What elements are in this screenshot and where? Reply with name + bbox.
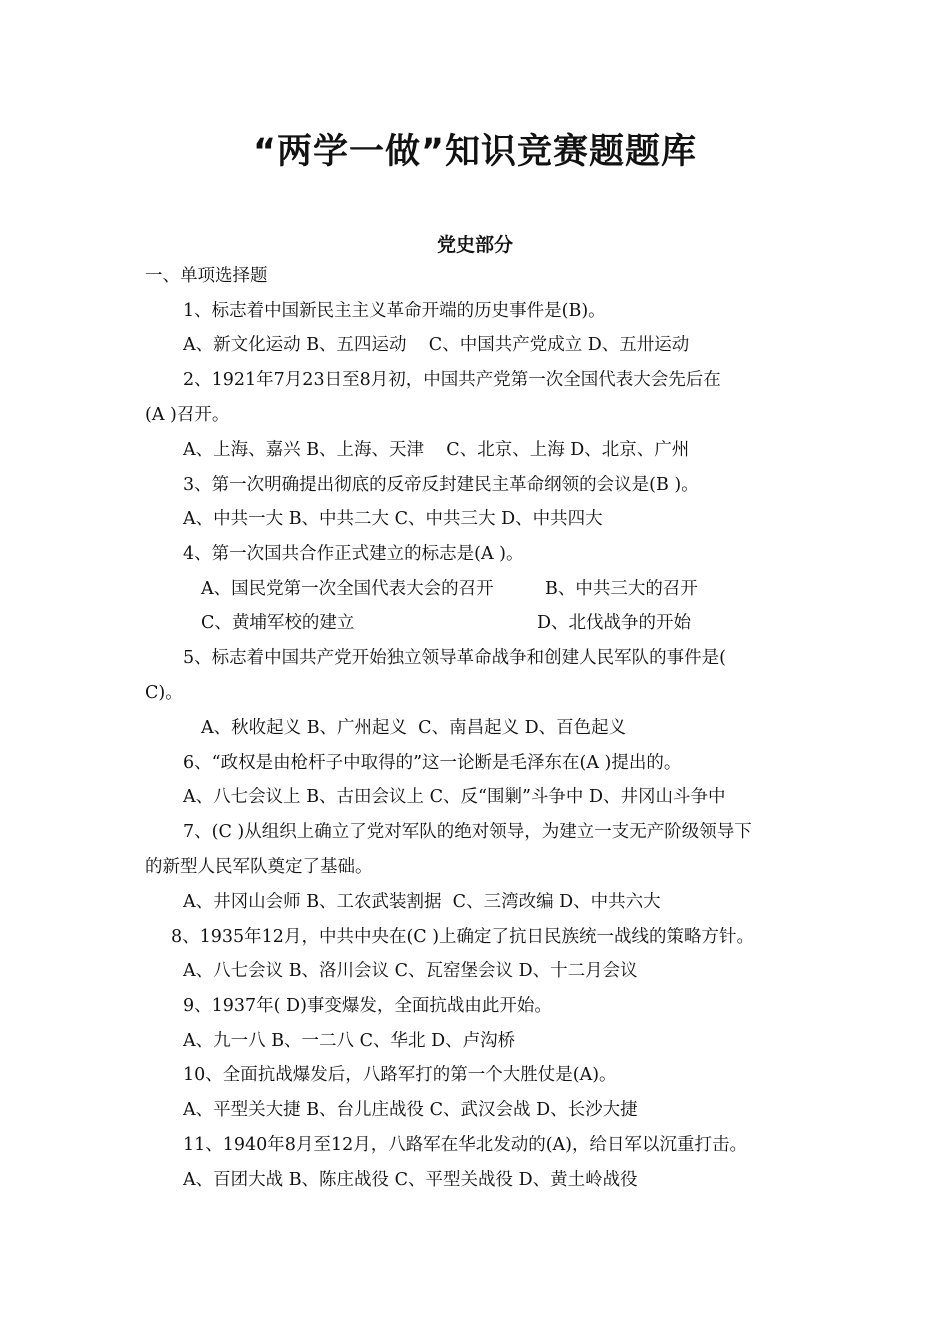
options-8: A、八七会议 B、洛川会议 C、瓦窑堡会议 D、十二月会议	[183, 961, 638, 981]
question-5-cont: C)。	[145, 683, 183, 703]
options-3: A、中共一大 B、中共二大 C、中共三大 D、中共四大	[183, 509, 603, 529]
question-7-cont: 的新型人民军队奠定了基础。	[145, 857, 373, 877]
question-1: 1、标志着中国新民主主义革命开端的历史事件是(B)。	[183, 301, 606, 321]
options-1: A、新文化运动 B、五四运动 C、中国共产党成立 D、五卅运动	[183, 335, 690, 355]
options-11: A、百团大战 B、陈庄战役 C、平型关战役 D、黄土岭战役	[183, 1170, 638, 1190]
option-4a: A、国民党第一次全国代表大会的召开	[201, 579, 494, 599]
question-2-cont: (A )召开。	[145, 405, 230, 425]
question-10: 10、全面抗战爆发后，八路军打的第一个大胜仗是(A)。	[183, 1065, 617, 1085]
section-title: 党史部分	[436, 234, 513, 256]
option-4c: C、黄埔军校的建立	[201, 613, 355, 633]
question-3: 3、第一次明确提出彻底的反帝反封建民主革命纲领的会议是(B )。	[183, 475, 699, 495]
question-2: 2、1921年7月23日至8月初，中国共产党第一次全国代表大会先后在	[183, 370, 721, 390]
document-title: “两学一做”知识竞赛题题库	[252, 132, 697, 172]
question-6: 6、“政权是由枪杆子中取得的”这一论断是毛泽东在(A )提出的。	[183, 753, 682, 773]
question-8: 8、1935年12月，中共中央在(C )上确定了抗日民族统一战线的策略方针。	[171, 927, 755, 947]
options-9: A、九一八 B、一二八 C、华北 D、卢沟桥	[183, 1031, 516, 1051]
part-heading: 一、单项选择题	[145, 266, 268, 286]
options-7: A、井冈山会师 B、工农武装割据 C、三湾改编 D、中共六大	[183, 892, 661, 912]
options-6: A、八七会议上 B、古田会议上 C、反“围剿”斗争中 D、井冈山斗争中	[183, 787, 726, 807]
options-2: A、上海、嘉兴 B、上海、天津 C、北京、上海 D、北京、广州	[183, 440, 690, 460]
option-4d: D、北伐战争的开始	[537, 613, 692, 633]
question-4: 4、第一次国共合作正式建立的标志是(A )。	[183, 544, 524, 564]
options-10: A、平型关大捷 B、台儿庄战役 C、武汉会战 D、长沙大捷	[183, 1100, 638, 1120]
question-7: 7、(C )从组织上确立了党对军队的绝对领导，为建立一支无产阶级领导下	[183, 822, 752, 842]
question-9: 9、1937年( D)事变爆发，全面抗战由此开始。	[183, 996, 552, 1016]
options-5: A、秋收起义 B、广州起义 C、南昌起义 D、百色起义	[201, 718, 627, 738]
question-11: 11、1940年8月至12月，八路军在华北发动的(A)，给日军以沉重打击。	[183, 1135, 747, 1155]
question-5: 5、标志着中国共产党开始独立领导革命战争和创建人民军队的事件是(	[183, 648, 726, 668]
option-4b: B、中共三大的召开	[545, 579, 698, 599]
